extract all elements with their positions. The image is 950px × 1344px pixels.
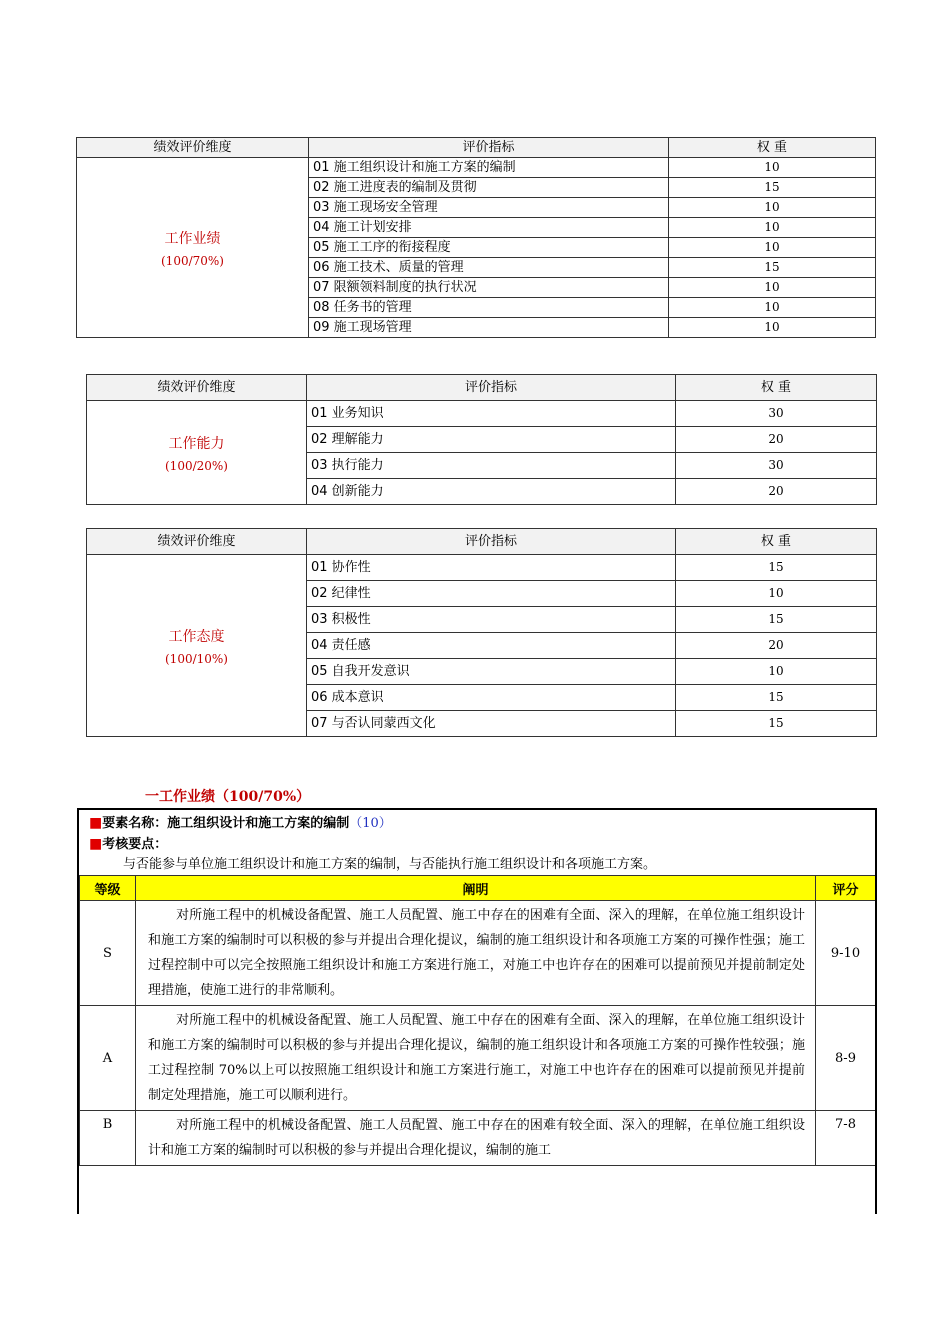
grade-level: A [80, 1006, 136, 1111]
indicator-cell: 04 创新能力 [307, 479, 676, 505]
dimension-percent: (100/70%) [161, 253, 224, 268]
weight-cell: 10 [669, 318, 876, 338]
section-title: 一工作业绩（100/70%） [145, 789, 311, 805]
grade-score: 9-10 [816, 901, 876, 1006]
indicator-cell: 07 限额领料制度的执行状况 [309, 278, 669, 298]
dimension-header: 绩效评价维度 [87, 529, 307, 555]
attitude-table [86, 528, 877, 737]
grade-table [79, 875, 876, 1166]
weight-cell: 15 [676, 607, 877, 633]
desc-header: 阐明 [136, 876, 816, 901]
grade-score: 7-8 [816, 1111, 876, 1166]
dimension-cell [87, 555, 307, 737]
key-points-text: 与否能参与单位施工组织设计和施工方案的编制，与否能执行施工组织设计和各项施工方案。 [123, 857, 657, 872]
key-points-line [79, 834, 875, 855]
weight-cell: 15 [669, 258, 876, 278]
indicator-header: 评价指标 [309, 138, 669, 158]
table-row [77, 158, 876, 178]
grade-description [136, 1006, 816, 1111]
table-row [87, 555, 877, 581]
indicator-cell: 07 与否认同蒙西文化 [307, 711, 676, 737]
grade-level: S [80, 901, 136, 1006]
weight-cell: 20 [676, 479, 877, 505]
indicator-cell: 03 施工现场安全管理 [309, 198, 669, 218]
indicator-cell: 02 施工进度表的编制及贯彻 [309, 178, 669, 198]
element-name-line [79, 810, 875, 834]
grade-description-text: 对所施工程中的机械设备配置、施工人员配置、施工中存在的困难有全面、深入的理解，在单位施工组织设计和施工方案的编制时可以积极的参与并提出合理化提议，编制的施工组织设计和各项施工方案的可操作性强；施工过程控制中可以完全按照施工组织设计和施工方案进行施工，对施工中也许存在的困难可以提前预见并提前制定处理措施，使施工进行的非常顺利。 [148, 908, 805, 998]
dimension-header: 绩效评价维度 [87, 375, 307, 401]
table-row [87, 401, 877, 427]
indicator-cell: 06 施工技术、质量的管理 [309, 258, 669, 278]
weight-cell: 10 [669, 218, 876, 238]
weight-cell: 15 [669, 178, 876, 198]
indicator-cell: 06 成本意识 [307, 685, 676, 711]
dimension-cell [77, 158, 309, 338]
grade-row [80, 1111, 876, 1166]
level-header: 等级 [80, 876, 136, 901]
indicator-cell: 02 纪律性 [307, 581, 676, 607]
weight-cell: 10 [669, 238, 876, 258]
weight-header: 权 重 [669, 138, 876, 158]
element-label: 要素名称： [102, 816, 168, 831]
red-square-icon: ■ [89, 836, 103, 852]
weight-cell: 15 [676, 711, 877, 737]
indicator-cell: 02 理解能力 [307, 427, 676, 453]
element-weight: （10） [349, 816, 392, 831]
weight-cell: 30 [676, 453, 877, 479]
indicator-cell: 01 业务知识 [307, 401, 676, 427]
element-name: 施工组织设计和施工方案的编制 [167, 816, 350, 831]
weight-cell: 10 [676, 581, 877, 607]
weight-header: 权 重 [676, 529, 877, 555]
weight-cell: 20 [676, 427, 877, 453]
weight-cell: 10 [669, 198, 876, 218]
performance-table [76, 137, 876, 338]
grade-row [80, 1006, 876, 1111]
indicator-cell: 08 任务书的管理 [309, 298, 669, 318]
grade-level: B [80, 1111, 136, 1166]
weight-cell: 20 [676, 633, 877, 659]
weight-cell: 10 [669, 158, 876, 178]
red-square-icon: ■ [89, 815, 103, 831]
weight-header: 权 重 [676, 375, 877, 401]
indicator-cell: 03 执行能力 [307, 453, 676, 479]
grade-description-text: 对所施工程中的机械设备配置、施工人员配置、施工中存在的困难有全面、深入的理解，在单位施工组织设计和施工方案的编制时可以积极的参与并提出合理化提议，编制的施工组织设计和各项施工方案的可操作性较强；施工过程控制 70%以上可以按照施工组织设计和施工方案进行施工，对施工中也许存在的困难可以提前预见并提前制定处理措施，施工可以顺利进行。 [148, 1013, 805, 1103]
weight-cell: 30 [676, 401, 877, 427]
dimension-name: 工作业绩 [164, 230, 221, 247]
score-header: 评分 [816, 876, 876, 901]
dimension-percent: (100/10%) [165, 651, 228, 666]
indicator-cell: 05 施工工序的衔接程度 [309, 238, 669, 258]
key-points-label: 考核要点： [102, 837, 168, 852]
indicator-header: 评价指标 [307, 529, 676, 555]
indicator-cell: 04 施工计划安排 [309, 218, 669, 238]
dimension-name: 工作态度 [168, 628, 225, 645]
grade-description [136, 1111, 816, 1166]
indicator-cell: 09 施工现场管理 [309, 318, 669, 338]
indicator-cell: 01 施工组织设计和施工方案的编制 [309, 158, 669, 178]
indicator-cell: 03 积极性 [307, 607, 676, 633]
indicator-cell: 05 自我开发意识 [307, 659, 676, 685]
grade-description [136, 901, 816, 1006]
grade-description-text: 对所施工程中的机械设备配置、施工人员配置、施工中存在的困难有较全面、深入的理解，在单位施工组织设计和施工方案的编制时可以积极的参与并提出合理化提议，编制的施工 [148, 1118, 805, 1158]
weight-cell: 15 [676, 685, 877, 711]
weight-cell: 15 [676, 555, 877, 581]
indicator-cell: 04 责任感 [307, 633, 676, 659]
dimension-name: 工作能力 [168, 435, 225, 452]
ability-table [86, 374, 877, 505]
weight-cell: 10 [669, 298, 876, 318]
indicator-cell: 01 协作性 [307, 555, 676, 581]
weight-cell: 10 [676, 659, 877, 685]
dimension-header: 绩效评价维度 [77, 138, 309, 158]
grade-row [80, 901, 876, 1006]
element-detail-box [77, 808, 877, 1214]
indicator-header: 评价指标 [307, 375, 676, 401]
dimension-cell [87, 401, 307, 505]
weight-cell: 10 [669, 278, 876, 298]
dimension-percent: (100/20%) [165, 458, 228, 473]
grade-score: 8-9 [816, 1006, 876, 1111]
